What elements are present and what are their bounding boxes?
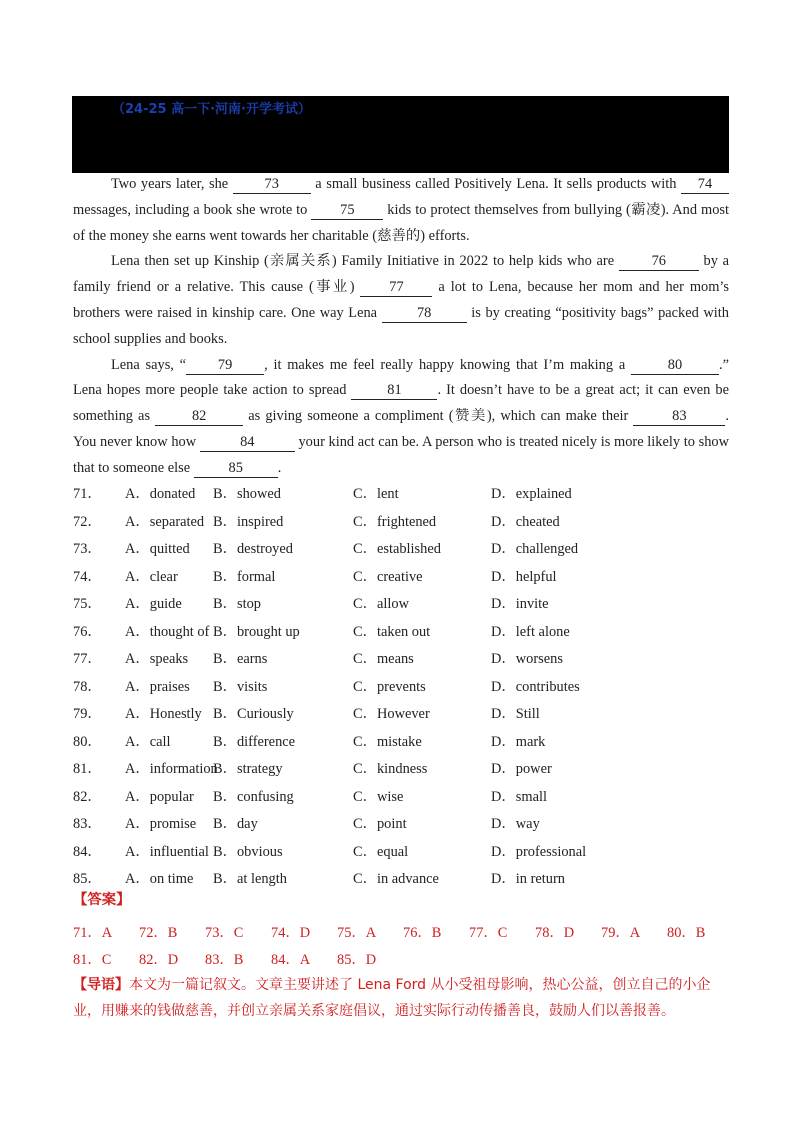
- answer-item: 75．A: [337, 925, 377, 941]
- option-a: A．clear: [125, 568, 178, 585]
- question-number: 84．: [73, 843, 102, 860]
- option-c: C．taken out: [353, 623, 431, 640]
- blank-77: 77: [360, 278, 432, 297]
- option-a: A．praises: [125, 678, 190, 695]
- passage-text: a small business called Positively Lena. It sells products with: [310, 176, 681, 192]
- answer-item: 82．D: [139, 952, 179, 968]
- option-c: C．lent: [353, 486, 399, 502]
- passage-text: as giving someone a compliment (赞美), which can make their: [243, 408, 634, 425]
- option-a: A．Honestly: [125, 706, 202, 722]
- answer-item: 85．D: [337, 952, 377, 968]
- option-a: A．thought of: [125, 623, 210, 640]
- question-row: [73, 561, 729, 589]
- blank-74: 74: [681, 175, 729, 194]
- question-number: 71．: [73, 486, 102, 502]
- question-number: 80．: [73, 733, 102, 750]
- question-row: [73, 643, 729, 671]
- option-b: B．difference: [213, 733, 296, 750]
- option-c: C．frightened: [353, 513, 437, 530]
- answer-item: 80．B: [667, 925, 706, 941]
- option-a: A．separated: [125, 513, 205, 530]
- option-a: A．call: [125, 733, 171, 750]
- question-number: 78．: [73, 678, 102, 695]
- option-d: D．cheated: [491, 513, 560, 530]
- option-d: D．mark: [491, 733, 546, 750]
- option-d: D．worsens: [491, 651, 563, 667]
- option-c: C．established: [353, 541, 441, 557]
- header-bar: [72, 96, 729, 173]
- options-list: [73, 478, 729, 891]
- question-number: 77．: [73, 651, 102, 667]
- option-c: C．allow: [353, 596, 409, 612]
- answer-item: 71．A: [73, 925, 113, 941]
- answer-row-1: [73, 921, 717, 942]
- passage-text: by a family friend or a relative. This cause (事业): [73, 253, 729, 296]
- option-d: D．power: [491, 761, 552, 777]
- option-d: D．small: [491, 788, 547, 805]
- option-a: A．promise: [125, 816, 197, 832]
- blank-84: 84: [200, 433, 295, 452]
- answer-item: 72．B: [139, 925, 178, 941]
- guide-paragraph: [73, 972, 729, 1024]
- option-d: D．professional: [491, 843, 587, 860]
- option-c: C．means: [353, 651, 414, 667]
- option-b: B．formal: [213, 568, 276, 585]
- question-number: 85．: [73, 871, 102, 887]
- option-c: C．However: [353, 706, 430, 722]
- question-row: [73, 533, 729, 561]
- option-c: C．creative: [353, 568, 423, 585]
- option-d: D．invite: [491, 596, 549, 612]
- option-c: C．prevents: [353, 678, 426, 695]
- answer-item: 76．B: [403, 925, 442, 941]
- option-c: C．point: [353, 816, 407, 832]
- option-b: B．brought up: [213, 623, 300, 640]
- question-number: 83．: [73, 816, 102, 832]
- question-row: [73, 781, 729, 809]
- option-b: B．showed: [213, 486, 281, 502]
- answer-heading: 【答案】: [73, 892, 131, 908]
- blank-85: 85: [194, 459, 278, 478]
- blank-80: 80: [631, 356, 719, 375]
- guide-text: 本文为一篇记叙文。文章主要讲述了 Lena Ford 从小受祖母影响，热心公益，创立自己的小企业，用赚来的钱做慈善，并创立亲属关系家庭倡议，通过实际行动传播善良，鼓励人们以善报善。: [73, 977, 711, 1019]
- option-b: B．destroyed: [213, 541, 293, 557]
- question-row: [73, 671, 729, 699]
- passage-text: .: [277, 459, 282, 476]
- guide-label: 【导语】: [73, 977, 129, 993]
- option-a: A．popular: [125, 788, 194, 805]
- option-b: B．day: [213, 816, 258, 832]
- answer-item: 81．C: [73, 952, 112, 968]
- option-b: B．visits: [213, 678, 268, 695]
- passage-text: . It doesn’t have to be a great act; it can even be something as: [73, 382, 729, 425]
- option-d: D．helpful: [491, 568, 557, 585]
- option-a: A．donated: [125, 486, 196, 502]
- answer-row-2: [73, 948, 403, 969]
- option-b: B．strategy: [213, 761, 283, 777]
- question-row: [73, 808, 729, 836]
- option-d: D．left alone: [491, 623, 570, 640]
- passage-text: kids to protect themselves from bullying (霸凌). And most of the money she earns went towards her charitable (慈善的) efforts.: [73, 201, 729, 244]
- option-c: C．kindness: [353, 761, 428, 777]
- option-b: B．confusing: [213, 788, 294, 805]
- option-c: C．in advance: [353, 871, 439, 887]
- paragraph-1: [73, 172, 729, 249]
- passage-text: messages, including a book she wrote to: [73, 201, 312, 218]
- question-number: 75．: [73, 596, 102, 612]
- question-number: 82．: [73, 788, 102, 805]
- option-a: A．influential: [125, 843, 209, 860]
- blank-73: 73: [233, 175, 311, 194]
- answer-item: 79．A: [601, 925, 641, 941]
- answer-item: 83．B: [205, 952, 244, 968]
- paragraph-2: [73, 249, 729, 352]
- option-a: A．information: [125, 761, 218, 777]
- answer-item: 73．C: [205, 925, 244, 941]
- option-b: B．stop: [213, 596, 261, 612]
- passage-text: , it makes me feel really happy knowing that I’m making a: [264, 356, 631, 373]
- passage-text: a lot to Lena, because her mom and her mom’s brothers were raised in kinship care. One way Lena: [73, 279, 729, 321]
- source-label: （24-25 高一下·河南·开学考试）: [112, 102, 311, 117]
- option-a: A．quitted: [125, 541, 190, 557]
- question-number: 79．: [73, 706, 102, 722]
- option-d: D．Still: [491, 706, 540, 722]
- option-b: B．obvious: [213, 843, 283, 860]
- option-c: C．wise: [353, 788, 404, 805]
- option-b: B．earns: [213, 651, 268, 667]
- passage-text: is by creating “positivity bags” packed with school supplies and books.: [73, 304, 729, 347]
- option-d: D．explained: [491, 486, 572, 502]
- answer-item: 78．D: [535, 925, 575, 941]
- option-d: D．in return: [491, 871, 565, 887]
- question-row: [73, 616, 729, 644]
- option-c: C．mistake: [353, 733, 422, 750]
- question-row: [73, 836, 729, 864]
- blank-75: 75: [311, 201, 383, 220]
- paragraph-3: [73, 353, 729, 482]
- question-row: [73, 588, 729, 616]
- option-b: B．at length: [213, 871, 287, 887]
- option-d: D．way: [491, 816, 540, 832]
- option-a: A．speaks: [125, 651, 189, 667]
- blank-83: 83: [633, 407, 725, 426]
- blank-82: 82: [155, 407, 243, 426]
- answer-item: 74．D: [271, 925, 311, 941]
- passage-text: Two years later, she: [111, 176, 233, 192]
- question-number: 74．: [73, 568, 102, 585]
- option-d: D．contributes: [491, 678, 580, 695]
- question-number: 73．: [73, 541, 102, 557]
- question-number: 81．: [73, 761, 102, 777]
- blank-76: 76: [619, 252, 699, 271]
- option-c: C．equal: [353, 843, 409, 860]
- passage-text: Lena then set up Kinship (亲属关系) Family Initiative in 2022 to help kids who are: [111, 253, 619, 270]
- passage-text: your kind act can be. A person who is treated nicely is more likely to show that to someone else: [73, 433, 729, 476]
- question-number: 76．: [73, 623, 102, 640]
- question-row: [73, 863, 729, 891]
- answer-item: 84．A: [271, 952, 311, 968]
- blank-79: 79: [186, 356, 264, 375]
- answer-item: 77．C: [469, 925, 508, 941]
- question-row: [73, 478, 729, 506]
- option-d: D．challenged: [491, 541, 579, 557]
- question-row: [73, 506, 729, 534]
- option-a: A．on time: [125, 871, 194, 887]
- blank-81: 81: [351, 381, 437, 400]
- question-row: [73, 753, 729, 781]
- option-b: B．Curiously: [213, 706, 294, 722]
- passage-text: . You never know how: [73, 408, 729, 450]
- blank-78: 78: [382, 304, 467, 323]
- passage-text: .” Lena hopes more people take action to spread: [73, 356, 729, 399]
- question-row: [73, 726, 729, 754]
- passage: [73, 172, 729, 482]
- option-a: A．guide: [125, 596, 182, 612]
- question-number: 72．: [73, 513, 102, 530]
- option-b: B．inspired: [213, 513, 284, 530]
- question-row: [73, 698, 729, 726]
- passage-text: Lena says, “: [111, 356, 187, 373]
